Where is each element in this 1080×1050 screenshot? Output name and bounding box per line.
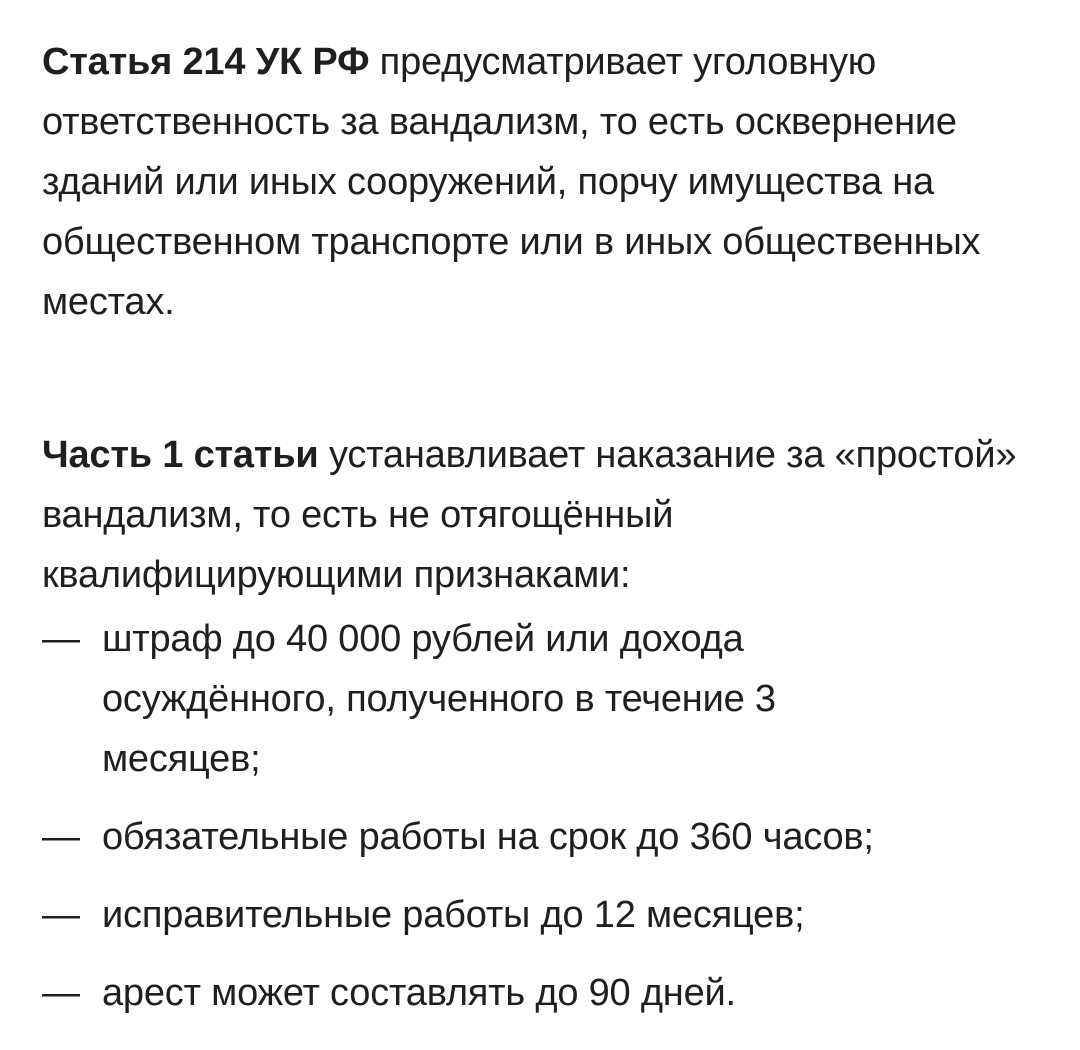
list-item: [42, 807, 1040, 867]
intro-text: предусматривает уголовную ответственность за вандализм, то есть осквернение зданий или иных сооружений, порчу имущества на общественном транспорте или в иных общественных местах.: [42, 41, 981, 323]
list-item-text: штраф до 40 000 рублей или дохода осуждённого, полученного в течение 3 месяцев;: [102, 618, 776, 780]
part-one-bold-title: Часть 1 статьи: [42, 434, 319, 476]
dash-bullet: —: [42, 816, 80, 858]
part-one-text: устанавливает наказание за «простой» вандализм, то есть не отягощённый квалифицирующими признаками:: [42, 434, 1017, 596]
dash-bullet: —: [42, 618, 80, 660]
part-one-paragraph: [42, 425, 1032, 605]
list-item: [42, 885, 1040, 945]
dash-bullet: —: [42, 894, 80, 936]
intro-paragraph: [42, 32, 1032, 332]
intro-bold-title: Статья 214 УК РФ: [42, 41, 370, 83]
list-item: [42, 963, 1040, 1023]
list-item: [42, 609, 1040, 789]
dash-bullet: —: [42, 972, 80, 1014]
penalty-list: [42, 609, 1040, 1023]
list-item-text: арест может составлять до 90 дней.: [102, 972, 736, 1014]
list-item-text: обязательные работы на срок до 360 часов;: [102, 816, 874, 858]
list-item-text: исправительные работы до 12 месяцев;: [102, 894, 805, 936]
